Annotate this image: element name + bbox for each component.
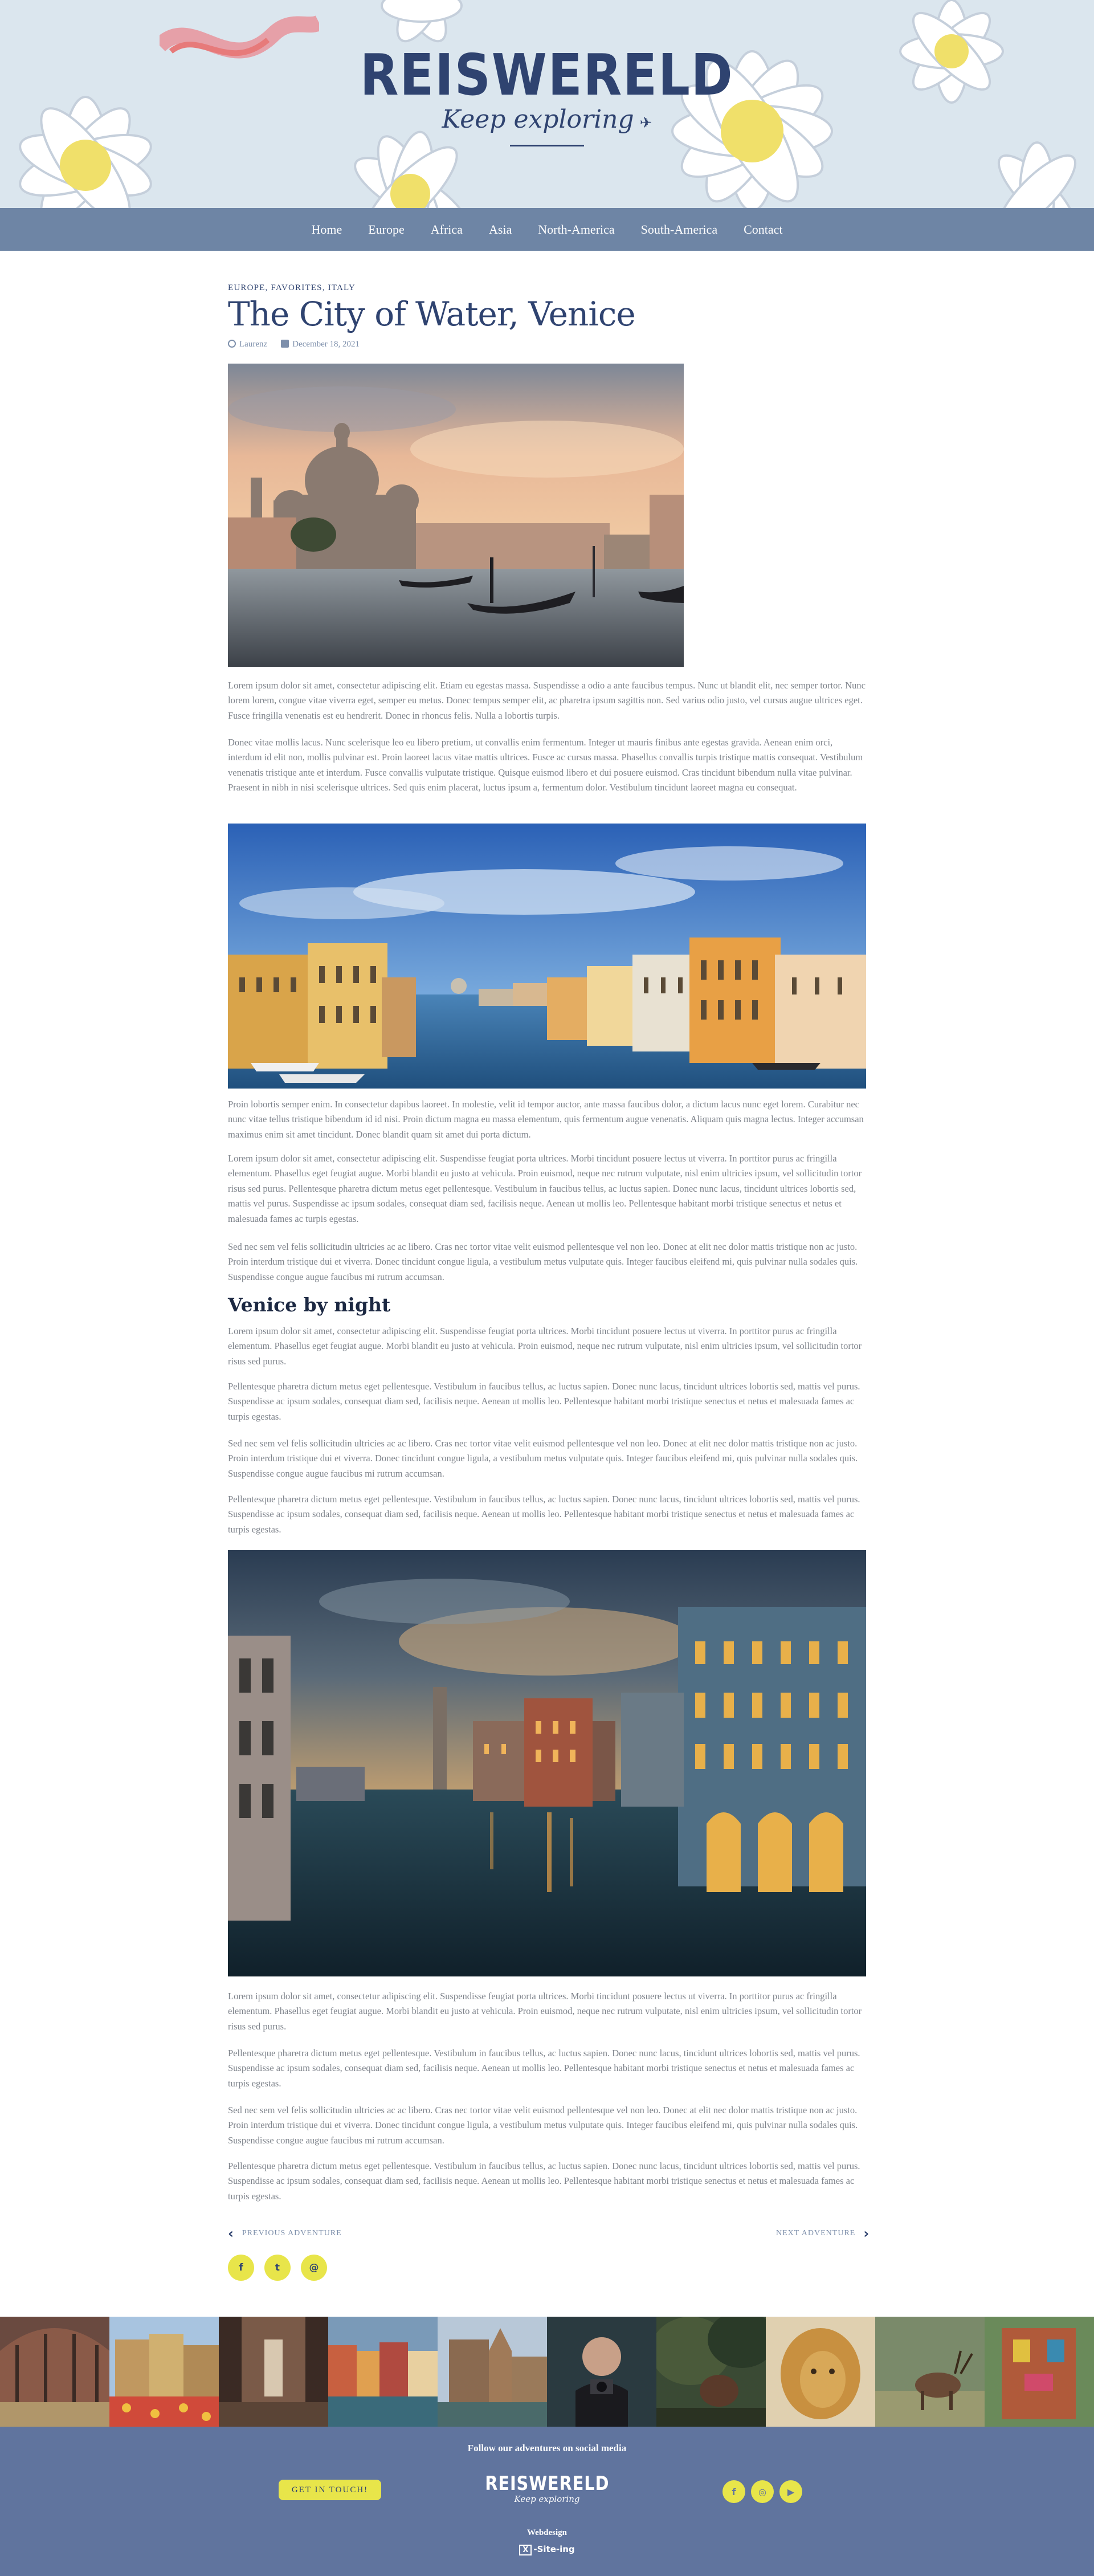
nav-north-america[interactable]: North-America bbox=[538, 222, 615, 237]
next-post-link[interactable] bbox=[776, 2226, 870, 2241]
grand-canal-image bbox=[228, 824, 866, 1089]
paragraph: Lorem ipsum dolor sit amet, consectetur adipiscing elit. Suspendisse feugiat porta ultrices. Morbi tincidunt posuere lectus ut viverra. In porttitor purus ac fringilla elementum. Phasellus eget feugiat augue. Morbi blandit eu justo at vehicula. Proin euismod, neque nec rutrum vulputate, nisl enim ultricies ipsum, vel sollicitudin tortor risus sed purus. Pellentesque pharetra dictum metus eget pellentesque. Vestibulum in faucibus tellus, ac luctus sapien. Donec nunc lacus, tincidunt ultrices lobortis sed, mattis vel purus. Suspendisse ac ipsum sodales, consequat diam sed, facilisis neque. Aenean ut mollis leo. Pellentesque habitant morbi tristique senectus et netus et malesuada fames ac turpis egestas. bbox=[228, 1153, 862, 1224]
footer-social-links bbox=[722, 2480, 802, 2503]
post-date[interactable]: December 18, 2021 bbox=[292, 339, 360, 349]
gallery-image[interactable] bbox=[0, 2317, 109, 2427]
instagram-icon[interactable]: ◎ bbox=[751, 2480, 774, 2503]
footer-follow-text: Follow our adventures on social media bbox=[467, 2443, 627, 2453]
header-banner bbox=[0, 0, 1094, 208]
paragraph: Sed nec sem vel felis sollicitudin ultricies ac ac libero. Cras nec tortor vitae velit euismod pellentesque vel non leo. Donec at elit nec dolor mattis tristique non ac justo. Proin interdum tristique dui et viverra. Donec tincidunt congue ligula, a vestibulum metus vulputate quis. Integer faucibus eleifend mi, quis pulvinar nulla sodales quis. Suspendisse congue augue faucibus mi rutrum accumsan. bbox=[228, 2105, 858, 2146]
facebook-share-button[interactable]: f bbox=[228, 2255, 254, 2281]
gallery-image[interactable] bbox=[438, 2317, 547, 2427]
paragraph: Pellentesque pharetra dictum metus eget pellentesque. Vestibulum in faucibus tellus, ac luctus sapien. Donec nunc lacus, tincidunt ultrices lobortis sed, mattis vel purus. Suspendisse ac ipsum sodales, consequat diam sed, facilisis neque. Aenean ut mollis leo. Pellentesque habitant morbi tristique senectus et netus et malesuada fames ac turpis egestas. bbox=[228, 2048, 860, 2089]
gallery-image[interactable] bbox=[875, 2317, 985, 2427]
webdesign-label: Webdesign bbox=[526, 2528, 568, 2537]
airplane-icon: ✈ bbox=[639, 115, 652, 132]
site-footer bbox=[0, 2427, 1094, 2576]
paragraph: Sed nec sem vel felis sollicitudin ultricies ac ac libero. Cras nec tortor vitae velit euismod pellentesque vel non leo. Donec at elit nec dolor mattis tristique non ac justo. Proin interdum tristique dui et viverra. Donec tincidunt congue ligula, a vestibulum metus vulputate quis. Integer faucibus eleifend mi, quis pulvinar nulla sodales quis. Suspendisse congue augue faucibus mi rutrum accumsan. bbox=[228, 1241, 858, 1282]
nav-south-america[interactable]: South-America bbox=[640, 222, 718, 237]
gallery-image[interactable] bbox=[766, 2317, 875, 2427]
gallery-image[interactable] bbox=[328, 2317, 438, 2427]
youtube-icon[interactable]: ▶ bbox=[779, 2480, 802, 2503]
user-icon bbox=[228, 340, 236, 348]
previous-label: PREVIOUS ADVENTURE bbox=[242, 2229, 342, 2237]
x-site-ing-logo-icon: X bbox=[519, 2545, 532, 2555]
nav-asia[interactable]: Asia bbox=[488, 222, 512, 237]
instagram-gallery bbox=[0, 2317, 1094, 2427]
post-title: The City of Water, Venice bbox=[228, 295, 635, 333]
paragraph: Pellentesque pharetra dictum metus eget pellentesque. Vestibulum in faucibus tellus, ac luctus sapien. Donec nunc lacus, tincidunt ultrices lobortis sed, mattis vel purus. Suspendisse ac ipsum sodales, consequat diam sed, facilisis neque. Aenean ut mollis leo. Pellentesque habitant morbi tristique senectus et netus et malesuada fames ac turpis egestas. bbox=[228, 2161, 860, 2202]
site-tagline: Keep exploring bbox=[442, 105, 634, 134]
next-label: NEXT ADVENTURE bbox=[776, 2229, 856, 2237]
footer-logo-title: REISWERELD bbox=[484, 2472, 610, 2495]
paragraph: Lorem ipsum dolor sit amet, consectetur adipiscing elit. Suspendisse feugiat porta ultrices. Morbi tincidunt posuere lectus ut viverra. In porttitor purus ac fringilla elementum. Phasellus eget feugiat augue. Morbi blandit eu justo at vehicula. Proin euismod, neque nec rutrum vulputate, nisl enim ultricies ipsum, vel sollicitudin tortor risus sed purus. bbox=[228, 1326, 862, 1367]
gallery-image[interactable] bbox=[109, 2317, 219, 2427]
gallery-image[interactable] bbox=[547, 2317, 656, 2427]
footer-logo[interactable] bbox=[0, 2472, 1094, 2504]
section-heading: Venice by night bbox=[228, 1294, 391, 1316]
paragraph: Sed nec sem vel felis sollicitudin ultricies ac ac libero. Cras nec tortor vitae velit euismod pellentesque vel non leo. Donec at elit nec dolor mattis tristique non ac justo. Proin interdum tristique dui et viverra. Donec tincidunt congue ligula, a vestibulum metus vulputate quis. Integer faucibus eleifend mi, quis pulvinar nulla sodales quis. Suspendisse congue augue faucibus mi rutrum accumsan. bbox=[228, 1438, 858, 1479]
logo-underline bbox=[510, 145, 584, 146]
nav-africa[interactable]: Africa bbox=[430, 222, 463, 237]
site-logo[interactable] bbox=[0, 42, 1094, 146]
venice-night-image bbox=[228, 1550, 866, 1976]
paragraph: Pellentesque pharetra dictum metus eget pellentesque. Vestibulum in faucibus tellus, ac luctus sapien. Donec nunc lacus, tincidunt ultrices lobortis sed, mattis vel purus. Suspendisse ac ipsum sodales, consequat diam sed, facilisis neque. Aenean ut mollis leo. Pellentesque habitant morbi tristique senectus et netus et malesuada fames ac turpis egestas. bbox=[228, 1381, 860, 1422]
site-title: REISWERELD bbox=[360, 42, 734, 108]
get-in-touch-button[interactable]: GET IN TOUCH! bbox=[279, 2480, 381, 2500]
facebook-icon[interactable]: f bbox=[722, 2480, 745, 2503]
post-author[interactable]: Laurenz bbox=[239, 339, 268, 349]
gallery-image[interactable] bbox=[219, 2317, 328, 2427]
paragraph: Lorem ipsum dolor sit amet, consectetur adipiscing elit. Etiam eu egestas massa. Suspendisse a odio a ante faucibus tempus. Nunc ut blandit elit, nec semper tortor. Nunc lorem lorem, congue vitae viverra eget, semper eu metus. Donec tempus semper elit, ac pharetra ipsum sagittis non. Sed varius odio justo, vel cursus augue ultrices eget. Fusce fringilla venenatis est eu hendrerit. Donec in rhoncus felis. Nulla a lobortis turpis. bbox=[228, 680, 866, 721]
main-nav bbox=[0, 208, 1094, 251]
previous-post-link[interactable] bbox=[228, 2226, 342, 2241]
calendar-icon bbox=[281, 340, 289, 348]
webdesign-credit-text: -Site-ing bbox=[533, 2544, 575, 2554]
paragraph: Lorem ipsum dolor sit amet, consectetur adipiscing elit. Suspendisse feugiat porta ultrices. Morbi tincidunt posuere lectus ut viverra. In porttitor purus ac fringilla elementum. Phasellus eget feugiat augue. Morbi blandit eu justo at vehicula. Proin euismod, neque nec rutrum vulputate, nisl enim ultricies ipsum, vel sollicitudin tortor risus sed purus. bbox=[228, 1991, 862, 2032]
twitter-share-button[interactable]: t bbox=[264, 2255, 291, 2281]
footer-logo-tagline: Keep exploring bbox=[514, 2494, 580, 2504]
paragraph: Pellentesque pharetra dictum metus eget pellentesque. Vestibulum in faucibus tellus, ac luctus sapien. Donec nunc lacus, tincidunt ultrices lobortis sed, mattis vel purus. Suspendisse ac ipsum sodales, consequat diam sed, facilisis neque. Aenean ut mollis leo. Pellentesque habitant morbi tristique senectus et netus et malesuada fames ac turpis egestas. bbox=[228, 1494, 860, 1535]
share-buttons bbox=[228, 2255, 327, 2281]
venice-salute-image bbox=[228, 364, 684, 667]
nav-home[interactable]: Home bbox=[311, 222, 342, 237]
nav-europe[interactable]: Europe bbox=[368, 222, 405, 237]
email-share-button[interactable]: @ bbox=[301, 2255, 327, 2281]
paragraph: Donec vitae mollis lacus. Nunc scelerisque leo eu libero pretium, ut convallis enim fermentum. Integer ut mauris finibus ante egestas gravida. Aenean enim orci, interdum id elit non, mollis pulvinar est. Proin laoreet lacus vitae mattis ultrices. Fusce ac cursus massa. Phasellus convallis turpis tristique mattis consequat. Vestibulum venenatis tristique ante et interdum. Fusce convallis vulputate tristique. Quisque euismod libero et dui posuere euismod. Cras tincidunt bibendum nulla vitae pulvinar. Praesent in nibh in nisi scelerisque ultrices. Sed quis enim placerat, luctus ipsum a, fermentum dolor. Vestibulum tincidunt laoreet magna eu consequat. bbox=[228, 737, 863, 793]
gallery-image[interactable] bbox=[985, 2317, 1094, 2427]
post-categories[interactable]: EUROPE, FAVORITES, ITALY bbox=[228, 283, 356, 292]
article-header bbox=[228, 283, 866, 349]
chevron-right-icon: › bbox=[863, 2226, 870, 2241]
post-meta bbox=[228, 340, 866, 349]
gallery-image[interactable] bbox=[656, 2317, 766, 2427]
chevron-left-icon: ‹ bbox=[228, 2226, 234, 2241]
paragraph: Proin lobortis semper enim. In consectetur dapibus laoreet. In molestie, velit id tempor auctor, ante massa faucibus dolor, a dictum lacus nunc eget lorem. Curabitur nec nunc vitae tellus tristique bibendum id id nisi. Proin dictum magna eu massa elementum, quis fermentum augue venenatis. Aliquam quis magna lectus. Integer accumsan maximus enim sit amet tincidunt. Donec blandit quam sit amet dui porta dictum. bbox=[228, 1099, 864, 1140]
webdesign-credit[interactable] bbox=[0, 2544, 1094, 2555]
nav-contact[interactable]: Contact bbox=[744, 222, 783, 237]
